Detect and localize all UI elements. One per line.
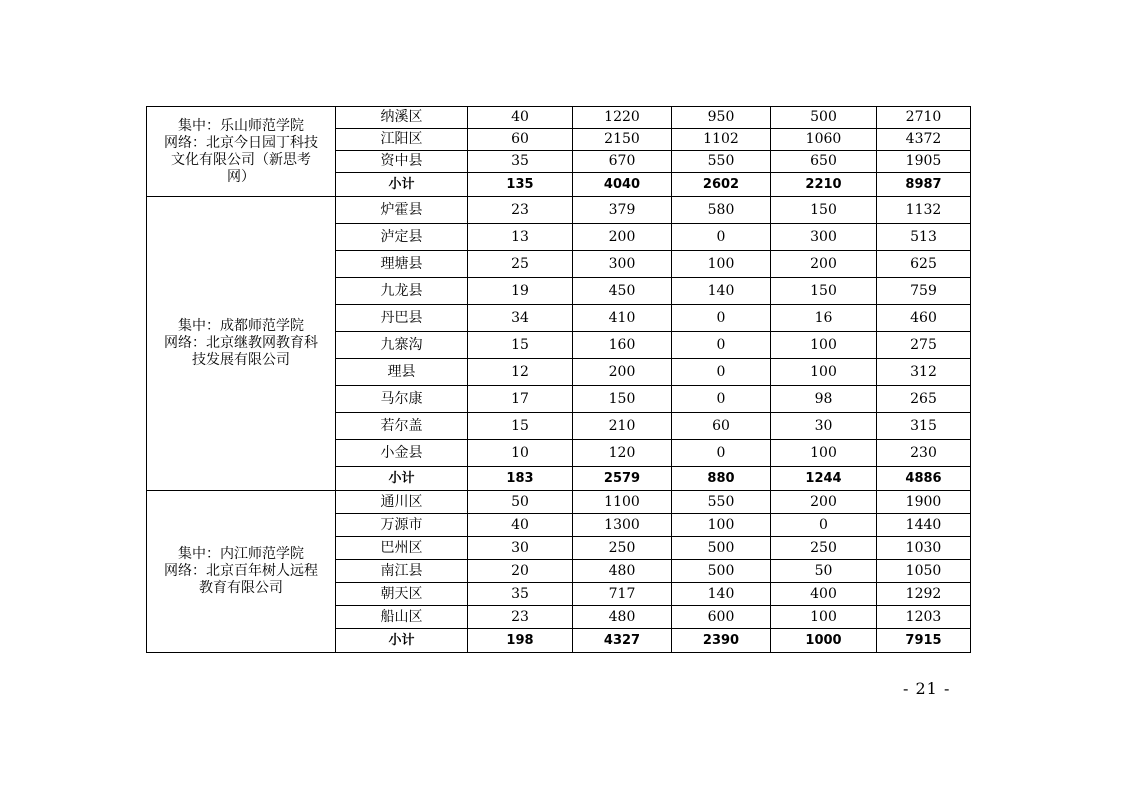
organization-line: 技发展有限公司 bbox=[192, 352, 290, 368]
organization-line: 网络：北京百年树人远程 bbox=[164, 563, 318, 579]
value-cell: 1300 bbox=[573, 514, 672, 537]
value-cell: 8987 bbox=[877, 173, 971, 197]
value-cell: 500 bbox=[771, 107, 877, 129]
value-cell: 1132 bbox=[877, 197, 971, 224]
value-cell: 100 bbox=[771, 606, 877, 629]
value-cell: 1244 bbox=[771, 467, 877, 491]
value-cell: 480 bbox=[573, 560, 672, 583]
district-cell: 丹巴县 bbox=[336, 305, 468, 332]
value-cell: 513 bbox=[877, 224, 971, 251]
value-cell: 230 bbox=[877, 440, 971, 467]
value-cell: 550 bbox=[672, 151, 771, 173]
table-row bbox=[147, 197, 971, 224]
value-cell: 140 bbox=[672, 583, 771, 606]
value-cell: 1203 bbox=[877, 606, 971, 629]
value-cell: 200 bbox=[771, 251, 877, 278]
value-cell: 0 bbox=[672, 440, 771, 467]
value-cell: 880 bbox=[672, 467, 771, 491]
value-cell: 23 bbox=[468, 197, 573, 224]
value-cell: 950 bbox=[672, 107, 771, 129]
value-cell: 183 bbox=[468, 467, 573, 491]
value-cell: 1440 bbox=[877, 514, 971, 537]
value-cell: 1050 bbox=[877, 560, 971, 583]
value-cell: 12 bbox=[468, 359, 573, 386]
value-cell: 450 bbox=[573, 278, 672, 305]
value-cell: 460 bbox=[877, 305, 971, 332]
table-row bbox=[147, 107, 971, 129]
district-cell: 朝天区 bbox=[336, 583, 468, 606]
value-cell: 17 bbox=[468, 386, 573, 413]
district-cell: 巴州区 bbox=[336, 537, 468, 560]
organization-line: 网络：北京继教网教育科 bbox=[164, 335, 318, 351]
value-cell: 40 bbox=[468, 514, 573, 537]
value-cell: 0 bbox=[672, 359, 771, 386]
value-cell: 312 bbox=[877, 359, 971, 386]
district-cell: 理塘县 bbox=[336, 251, 468, 278]
district-cell: 资中县 bbox=[336, 151, 468, 173]
value-cell: 34 bbox=[468, 305, 573, 332]
organization-cell bbox=[147, 491, 336, 653]
value-cell: 35 bbox=[468, 583, 573, 606]
value-cell: 4886 bbox=[877, 467, 971, 491]
district-cell: 船山区 bbox=[336, 606, 468, 629]
value-cell: 250 bbox=[573, 537, 672, 560]
subtotal-label: 小计 bbox=[336, 467, 468, 491]
value-cell: 2602 bbox=[672, 173, 771, 197]
value-cell: 4040 bbox=[573, 173, 672, 197]
value-cell: 300 bbox=[771, 224, 877, 251]
value-cell: 100 bbox=[672, 251, 771, 278]
value-cell: 1220 bbox=[573, 107, 672, 129]
value-cell: 2710 bbox=[877, 107, 971, 129]
value-cell: 717 bbox=[573, 583, 672, 606]
value-cell: 40 bbox=[468, 107, 573, 129]
value-cell: 379 bbox=[573, 197, 672, 224]
value-cell: 400 bbox=[771, 583, 877, 606]
value-cell: 100 bbox=[672, 514, 771, 537]
value-cell: 13 bbox=[468, 224, 573, 251]
value-cell: 30 bbox=[771, 413, 877, 440]
value-cell: 98 bbox=[771, 386, 877, 413]
value-cell: 150 bbox=[771, 278, 877, 305]
value-cell: 759 bbox=[877, 278, 971, 305]
value-cell: 1292 bbox=[877, 583, 971, 606]
value-cell: 1102 bbox=[672, 129, 771, 151]
value-cell: 2210 bbox=[771, 173, 877, 197]
table-row bbox=[147, 491, 971, 514]
value-cell: 500 bbox=[672, 560, 771, 583]
value-cell: 150 bbox=[573, 386, 672, 413]
value-cell: 4327 bbox=[573, 629, 672, 653]
organization-line: 文化有限公司（新思考 bbox=[171, 151, 311, 168]
value-cell: 250 bbox=[771, 537, 877, 560]
district-cell: 若尔盖 bbox=[336, 413, 468, 440]
value-cell: 35 bbox=[468, 151, 573, 173]
value-cell: 0 bbox=[672, 386, 771, 413]
organization-cell bbox=[147, 107, 336, 197]
value-cell: 600 bbox=[672, 606, 771, 629]
value-cell: 4372 bbox=[877, 129, 971, 151]
value-cell: 0 bbox=[672, 305, 771, 332]
value-cell: 1900 bbox=[877, 491, 971, 514]
district-cell: 通川区 bbox=[336, 491, 468, 514]
value-cell: 19 bbox=[468, 278, 573, 305]
value-cell: 16 bbox=[771, 305, 877, 332]
value-cell: 10 bbox=[468, 440, 573, 467]
value-cell: 0 bbox=[672, 224, 771, 251]
value-cell: 50 bbox=[468, 491, 573, 514]
value-cell: 200 bbox=[771, 491, 877, 514]
value-cell: 625 bbox=[877, 251, 971, 278]
value-cell: 1000 bbox=[771, 629, 877, 653]
value-cell: 1100 bbox=[573, 491, 672, 514]
district-cell: 九寨沟 bbox=[336, 332, 468, 359]
organization-line: 教育有限公司 bbox=[199, 580, 283, 596]
value-cell: 480 bbox=[573, 606, 672, 629]
value-cell: 2150 bbox=[573, 129, 672, 151]
value-cell: 650 bbox=[771, 151, 877, 173]
value-cell: 200 bbox=[573, 359, 672, 386]
value-cell: 25 bbox=[468, 251, 573, 278]
value-cell: 275 bbox=[877, 332, 971, 359]
value-cell: 30 bbox=[468, 537, 573, 560]
value-cell: 2579 bbox=[573, 467, 672, 491]
value-cell: 7915 bbox=[877, 629, 971, 653]
value-cell: 0 bbox=[672, 332, 771, 359]
value-cell: 150 bbox=[771, 197, 877, 224]
district-cell: 纳溪区 bbox=[336, 107, 468, 129]
district-cell: 九龙县 bbox=[336, 278, 468, 305]
value-cell: 1030 bbox=[877, 537, 971, 560]
value-cell: 15 bbox=[468, 332, 573, 359]
value-cell: 265 bbox=[877, 386, 971, 413]
table-body bbox=[147, 107, 971, 653]
value-cell: 198 bbox=[468, 629, 573, 653]
value-cell: 60 bbox=[468, 129, 573, 151]
value-cell: 135 bbox=[468, 173, 573, 197]
value-cell: 50 bbox=[771, 560, 877, 583]
value-cell: 2390 bbox=[672, 629, 771, 653]
value-cell: 670 bbox=[573, 151, 672, 173]
district-cell: 马尔康 bbox=[336, 386, 468, 413]
district-cell: 泸定县 bbox=[336, 224, 468, 251]
subtotal-label: 小计 bbox=[336, 173, 468, 197]
value-cell: 200 bbox=[573, 224, 672, 251]
organization-line: 集中：成都师范学院 bbox=[178, 318, 304, 334]
subtotal-label: 小计 bbox=[336, 629, 468, 653]
value-cell: 0 bbox=[771, 514, 877, 537]
value-cell: 410 bbox=[573, 305, 672, 332]
district-cell: 万源市 bbox=[336, 514, 468, 537]
district-cell: 江阳区 bbox=[336, 129, 468, 151]
organization-line: 集中：内江师范学院 bbox=[178, 546, 304, 562]
district-cell: 理县 bbox=[336, 359, 468, 386]
value-cell: 100 bbox=[771, 359, 877, 386]
value-cell: 1905 bbox=[877, 151, 971, 173]
district-cell: 南江县 bbox=[336, 560, 468, 583]
value-cell: 23 bbox=[468, 606, 573, 629]
value-cell: 580 bbox=[672, 197, 771, 224]
value-cell: 20 bbox=[468, 560, 573, 583]
page-number: - 21 - bbox=[903, 679, 951, 698]
value-cell: 315 bbox=[877, 413, 971, 440]
value-cell: 100 bbox=[771, 440, 877, 467]
value-cell: 160 bbox=[573, 332, 672, 359]
district-cell: 炉霍县 bbox=[336, 197, 468, 224]
value-cell: 100 bbox=[771, 332, 877, 359]
organization-cell bbox=[147, 197, 336, 491]
value-cell: 1060 bbox=[771, 129, 877, 151]
value-cell: 140 bbox=[672, 278, 771, 305]
organization-line: 网络：北京今日园丁科技 bbox=[164, 134, 318, 151]
value-cell: 300 bbox=[573, 251, 672, 278]
district-cell: 小金县 bbox=[336, 440, 468, 467]
value-cell: 120 bbox=[573, 440, 672, 467]
value-cell: 500 bbox=[672, 537, 771, 560]
value-cell: 550 bbox=[672, 491, 771, 514]
value-cell: 210 bbox=[573, 413, 672, 440]
allocation-table bbox=[146, 106, 971, 653]
value-cell: 60 bbox=[672, 413, 771, 440]
organization-line: 网） bbox=[227, 168, 255, 185]
value-cell: 15 bbox=[468, 413, 573, 440]
organization-line: 集中：乐山师范学院 bbox=[178, 117, 304, 134]
